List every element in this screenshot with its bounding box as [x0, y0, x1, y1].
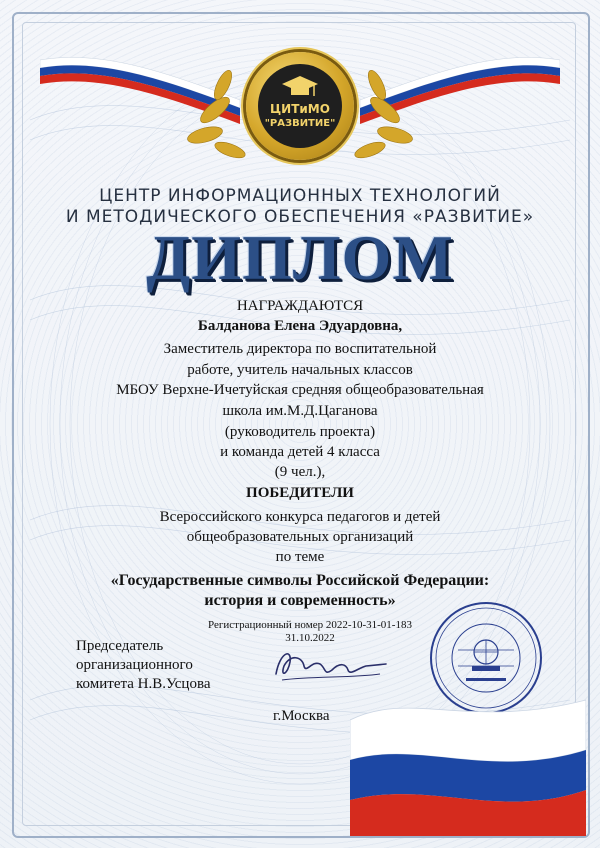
city: г.Москва: [273, 708, 330, 724]
position-line: МБОУ Верхне-Ичетуйская средняя общеобразовательная: [116, 382, 484, 398]
signatory-line: комитета Н.В.Усцова: [76, 676, 211, 692]
position-line: Заместитель директора по воспитательной: [163, 341, 437, 357]
emblem-medallion: [246, 52, 354, 160]
org-name-line-1: ЦЕНТР ИНФОРМАЦИОННЫХ ТЕХНОЛОГИЙ: [99, 186, 501, 206]
contest-line: по теме: [275, 549, 325, 565]
position-line: и команда детей 4 класса: [220, 444, 380, 460]
registration-number: Регистрационный номер 2022-10-31-01-183: [208, 619, 412, 631]
graduation-cap-icon: [280, 74, 320, 100]
russian-flag-wave: [350, 690, 586, 836]
signatory-line: Председатель: [76, 638, 164, 654]
position-line: (руководитель проекта): [224, 424, 376, 440]
emblem-line-2: "РАЗВИТИЕ": [264, 118, 336, 129]
contest-topic-line: «Государственные символы Российской Федерации:: [110, 572, 490, 589]
award-status: ПОБЕДИТЕЛИ: [246, 485, 354, 501]
org-name-line-2: И МЕТОДИЧЕСКОГО ОБЕСПЕЧЕНИЯ «РАЗВИТИЕ»: [65, 207, 535, 227]
recipient-name: Балданова Елена Эдуардовна,: [197, 318, 403, 334]
position-line: работе, учитель начальных классов: [187, 362, 413, 378]
contest-topic-line: история и современность»: [204, 592, 396, 609]
contest-line: Всероссийского конкурса педагогов и детей: [159, 509, 441, 525]
handwritten-signature: [262, 640, 392, 690]
registration-date: 31.10.2022: [285, 632, 335, 644]
emblem-line-1: ЦИТиМО: [270, 102, 330, 116]
position-line: (9 чел.),: [274, 464, 326, 480]
signatory-line: организационного: [76, 657, 193, 673]
contest-line: общеобразовательных организаций: [186, 529, 414, 545]
diploma-title: ДИПЛОМ: [146, 222, 454, 293]
signatory-title: [76, 637, 211, 694]
award-heading: НАГРАЖДАЮТСЯ: [236, 298, 364, 314]
position-line: школа им.М.Д.Цаганова: [222, 403, 378, 419]
